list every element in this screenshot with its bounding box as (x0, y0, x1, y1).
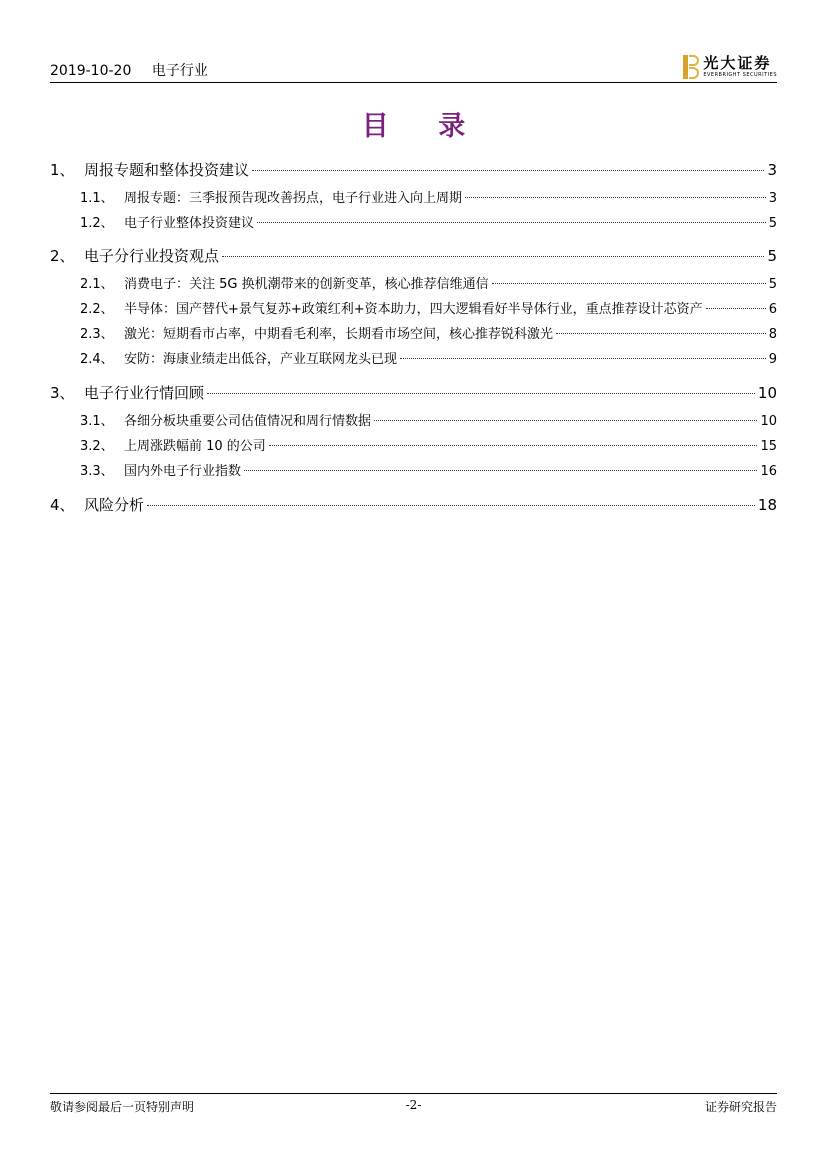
toc-entry-number: 2.4、 (80, 352, 114, 367)
toc-entry[interactable] (80, 410, 777, 429)
toc-leader (147, 505, 755, 506)
toc-entry-label: 周报专题和整体投资建议 (84, 161, 250, 179)
toc-entry-number: 2.2、 (80, 302, 114, 317)
toc-entry-page: 18 (757, 496, 777, 514)
toc-entry-number: 1、 (50, 161, 75, 179)
toc-leader (492, 283, 766, 284)
toc-entry-label: 电子行业整体投资建议 (124, 216, 255, 231)
toc-entry-number: 3.2、 (80, 439, 114, 454)
toc-entry-label: 上周涨跌幅前 10 的公司 (124, 439, 266, 454)
toc-title: 目 录 (361, 111, 486, 142)
toc-entry-label: 周报专题：三季报预告现改善拐点，电子行业进入向上周期 (124, 191, 463, 206)
footer-divider (50, 1093, 777, 1094)
logo-name-en: EVERBRIGHT SECURITIES (703, 72, 777, 78)
toc-entry-page: 8 (768, 327, 777, 342)
toc-entry-label: 风险分析 (84, 496, 145, 514)
footer-disclaimer: 敬请参阅最后一页特别声明 (50, 1100, 195, 1114)
toc-entry-label: 消费电子：关注 5G 换机潮带来的创新变革，核心推荐信维通信 (124, 277, 489, 292)
page-number: -2- (405, 1098, 422, 1112)
toc-entry-page: 5 (768, 277, 777, 292)
toc-entry[interactable] (80, 435, 777, 454)
toc-entry-label: 电子行业行情回顾 (84, 384, 205, 402)
toc-entry[interactable] (80, 187, 777, 206)
toc-leader (269, 445, 758, 446)
toc-entry[interactable] (80, 273, 777, 292)
toc-entry-page: 10 (757, 384, 777, 402)
report-industry: 电子行业 (151, 63, 208, 79)
toc-leader (706, 308, 766, 309)
toc-leader (400, 358, 766, 359)
toc-entry-number: 4、 (50, 496, 75, 514)
toc-leader (556, 333, 766, 334)
page-header (50, 52, 777, 82)
toc-entry-label: 各细分板块重要公司估值情况和周行情数据 (124, 414, 372, 429)
logo-icon (683, 55, 699, 79)
toc-entry-page: 10 (760, 414, 777, 429)
logo-name-cn: 光大证券 (703, 54, 772, 72)
toc-entry[interactable] (80, 212, 777, 231)
toc-entry-page: 3 (768, 191, 777, 206)
toc-entry[interactable] (50, 245, 777, 266)
toc-entry[interactable] (80, 323, 777, 342)
toc-leader (257, 222, 766, 223)
toc-entry-number: 3.1、 (80, 414, 114, 429)
toc-entry-page: 5 (768, 216, 777, 231)
toc-leader (222, 256, 764, 257)
toc-entry-label: 半导体：国产替代+景气复苏+政策红利+资本助力，四大逻辑看好半导体行业，重点推荐设计芯资产 (124, 302, 703, 317)
toc-entry[interactable] (50, 494, 777, 515)
toc-entry[interactable] (50, 382, 777, 403)
toc-entry-number: 1.2、 (80, 216, 114, 231)
toc-entry-page: 5 (767, 247, 777, 265)
toc-entry-page: 3 (767, 161, 777, 179)
toc-leader (207, 393, 755, 394)
toc-entry-page: 16 (760, 464, 777, 479)
toc-entry-number: 2、 (50, 247, 75, 265)
toc-leader (244, 470, 757, 471)
toc-entry-number: 2.3、 (80, 327, 114, 342)
toc-entry-number: 1.1、 (80, 191, 114, 206)
toc-entry[interactable] (50, 159, 777, 180)
toc-entry[interactable] (80, 460, 777, 479)
toc-entry-number: 3、 (50, 384, 75, 402)
toc-entry-label: 激光：短期看市占率，中期看毛利率，长期看市场空间，核心推荐锐科激光 (124, 327, 554, 342)
report-date: 2019-10-20 (50, 63, 132, 79)
toc-entry-page: 15 (760, 439, 777, 454)
header-divider (50, 82, 777, 83)
toc-entry-number: 3.3、 (80, 464, 114, 479)
toc-entry-label: 安防：海康业绩走出低谷，产业互联网龙头已现 (124, 352, 398, 367)
toc-entry-page: 9 (768, 352, 777, 367)
header-meta (50, 60, 224, 80)
toc-entry[interactable] (80, 348, 777, 367)
toc-leader (374, 420, 757, 421)
footer-report-type: 证券研究报告 (704, 1100, 777, 1114)
toc-entry-label: 国内外电子行业指数 (124, 464, 242, 479)
toc-leader (252, 170, 764, 171)
toc-entry-page: 6 (768, 302, 777, 317)
toc-entry[interactable] (80, 298, 777, 317)
company-logo (683, 52, 777, 82)
toc-entry-label: 电子分行业投资观点 (84, 247, 220, 265)
toc-entry-number: 2.1、 (80, 277, 114, 292)
toc-leader (465, 197, 766, 198)
